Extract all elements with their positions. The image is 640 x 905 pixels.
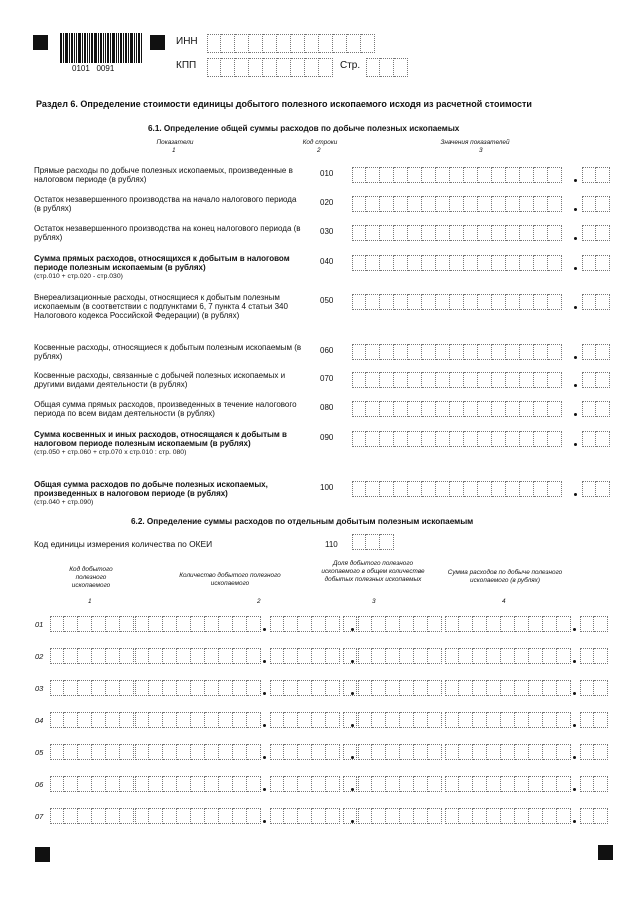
decimal-point	[263, 756, 266, 759]
row-label-text: Сумма прямых расходов, относящихся к добытым в налоговом периоде полезным ископаемым (в рублях)	[34, 254, 290, 272]
row-decimal-cells[interactable]	[582, 225, 610, 241]
mineral-code-cells[interactable]	[50, 776, 134, 792]
row-decimal-cells[interactable]	[582, 481, 610, 497]
row-formula: (стр.040 + стр.090)	[34, 499, 94, 506]
row-code: 060	[320, 346, 334, 355]
decimal-point	[573, 692, 576, 695]
row-code: 020	[320, 198, 334, 207]
mineral-code-cells[interactable]	[50, 616, 134, 632]
row-decimal-cells[interactable]	[582, 372, 610, 388]
mineral-code-cells[interactable]	[50, 648, 134, 664]
decimal-point	[574, 493, 577, 496]
kpp-cells[interactable]	[207, 58, 333, 77]
share-dec-cells[interactable]	[358, 776, 442, 792]
row-020-label	[34, 195, 304, 213]
amount-int-cells[interactable]	[445, 776, 571, 792]
barcode-text: 0101 0091	[72, 64, 115, 73]
amount-dec-cells[interactable]	[580, 616, 608, 632]
amount-dec-cells[interactable]	[580, 744, 608, 760]
quantity-int-cells[interactable]	[135, 616, 261, 632]
decimal-point	[263, 628, 266, 631]
corner-marker-top-mid	[150, 35, 165, 50]
quantity-int-cells[interactable]	[135, 648, 261, 664]
row-label-text: Остаток незавершенного производства на конец налогового периода (в рублях)	[34, 224, 301, 242]
share-dec-cells[interactable]	[358, 808, 442, 824]
decimal-point	[351, 724, 354, 727]
row-label-text: Общая сумма расходов по добыче полезных ископаемых, произведенных в налоговом периоде (в рублях)	[34, 480, 268, 498]
col62-number-3: 3	[372, 598, 376, 605]
decimal-point	[574, 384, 577, 387]
row-value-cells[interactable]	[352, 344, 562, 360]
col-number-1: 1	[172, 147, 176, 154]
col-header-row-code: Код строки	[302, 139, 338, 146]
row-value-cells[interactable]	[352, 196, 562, 212]
row-030-label	[34, 224, 304, 242]
col-header-indicators: Показатели	[156, 139, 194, 146]
share-int-cells[interactable]	[343, 808, 357, 824]
decimal-point	[573, 788, 576, 791]
inn-label: ИНН	[176, 36, 198, 47]
row-number: 03	[35, 684, 44, 693]
decimal-point	[351, 820, 354, 823]
decimal-point	[263, 724, 266, 727]
row-label-text: Сумма косвенных и иных расходов, относящаяся к добытым в налоговом периоде полезным ископаемым (в рублях)	[34, 430, 287, 448]
col-header-values: Значения показателей	[440, 139, 510, 146]
corner-marker-bottom-right	[598, 845, 613, 860]
decimal-point	[573, 628, 576, 631]
amount-int-cells[interactable]	[445, 808, 571, 824]
amount-int-cells[interactable]	[445, 712, 571, 728]
row-code: 040	[320, 257, 334, 266]
share-dec-cells[interactable]	[358, 744, 442, 760]
row-decimal-cells[interactable]	[582, 294, 610, 310]
row-060-label	[34, 343, 304, 361]
row-value-cells[interactable]	[352, 481, 562, 497]
row-number: 01	[35, 620, 44, 629]
quantity-dec-cells[interactable]	[270, 616, 340, 632]
amount-dec-cells[interactable]	[580, 808, 608, 824]
row-label-text: Остаток незавершенного производства на начало налогового периода (в рублях)	[34, 195, 297, 213]
amount-int-cells[interactable]	[445, 744, 571, 760]
row-number: 04	[35, 716, 44, 725]
decimal-point	[573, 756, 576, 759]
row-label-text: Прямые расходы по добыче полезных ископаемых, произведенные в налоговом периоде (в рублях)	[34, 166, 293, 184]
quantity-dec-cells[interactable]	[270, 744, 340, 760]
row-label-text: Косвенные расходы, относящиеся к добытым полезным ископаемым (в рублях)	[34, 343, 302, 361]
row-decimal-cells[interactable]	[582, 196, 610, 212]
share-dec-cells[interactable]	[358, 616, 442, 632]
mineral-code-cells[interactable]	[50, 744, 134, 760]
col-number-3: 3	[479, 147, 483, 154]
row-code: 090	[320, 433, 334, 442]
kpp-label: КПП	[176, 60, 197, 71]
quantity-int-cells[interactable]	[135, 712, 261, 728]
share-int-cells[interactable]	[343, 616, 357, 632]
mineral-code-cells[interactable]	[50, 712, 134, 728]
row-number: 05	[35, 748, 44, 757]
col62-number-2: 2	[257, 598, 261, 605]
share-int-cells[interactable]	[343, 680, 357, 696]
col-number-2: 2	[317, 147, 321, 154]
row-decimal-cells[interactable]	[582, 431, 610, 447]
row-number: 07	[35, 812, 44, 821]
mineral-code-cells[interactable]	[50, 680, 134, 696]
decimal-point	[574, 443, 577, 446]
row-value-cells[interactable]	[352, 225, 562, 241]
okei-code: 110	[325, 540, 338, 549]
col62-number-1: 1	[88, 598, 92, 605]
row-label-text: Внереализационные расходы, относящиеся к добытым полезным ископаемым (в соответствии с подпунктами 6, 7 пункта 4 статьи 340 Налогового кодекса Российской Федерации) (в рублях)	[34, 293, 288, 320]
quantity-dec-cells[interactable]	[270, 680, 340, 696]
inn-cells[interactable]	[207, 34, 375, 53]
row-070-label	[34, 371, 304, 389]
decimal-point	[351, 628, 354, 631]
decimal-point	[351, 692, 354, 695]
quantity-dec-cells[interactable]	[270, 712, 340, 728]
page-number-cells[interactable]	[366, 58, 408, 77]
row-decimal-cells[interactable]	[582, 401, 610, 417]
row-010-label	[34, 166, 304, 184]
share-dec-cells[interactable]	[358, 712, 442, 728]
decimal-point	[573, 724, 576, 727]
share-dec-cells[interactable]	[358, 648, 442, 664]
col62-header-4: Сумма расходов по добыче полезного ископаемого (в рублях)	[447, 569, 563, 584]
barcode	[60, 33, 143, 63]
amount-int-cells[interactable]	[445, 616, 571, 632]
col62-header-2: Количество добытого полезного ископаемого	[179, 572, 281, 587]
decimal-point	[263, 788, 266, 791]
decimal-point	[574, 413, 577, 416]
row-value-cells[interactable]	[352, 167, 562, 183]
decimal-point	[351, 660, 354, 663]
row-090-label	[34, 430, 304, 457]
decimal-point	[574, 306, 577, 309]
amount-int-cells[interactable]	[445, 680, 571, 696]
okei-cells[interactable]	[352, 534, 394, 550]
amount-int-cells[interactable]	[445, 648, 571, 664]
row-code: 070	[320, 374, 334, 383]
decimal-point	[574, 267, 577, 270]
decimal-point	[574, 208, 577, 211]
row-code: 050	[320, 296, 334, 305]
row-080-label	[34, 400, 304, 418]
corner-marker-top-left	[33, 35, 48, 50]
decimal-point	[574, 179, 577, 182]
decimal-point	[263, 692, 266, 695]
col62-number-4: 4	[502, 598, 506, 605]
row-label-text: Косвенные расходы, связанные с добычей полезных ископаемых и другими видами деятельности (в рублях)	[34, 371, 286, 389]
quantity-int-cells[interactable]	[135, 808, 261, 824]
row-code: 010	[320, 169, 334, 178]
section-title: Раздел 6. Определение стоимости единицы добытого полезного ископаемого исходя из расчетной стоимости	[36, 99, 532, 109]
row-value-cells[interactable]	[352, 372, 562, 388]
amount-dec-cells[interactable]	[580, 648, 608, 664]
amount-dec-cells[interactable]	[580, 680, 608, 696]
subsection-61-title: 6.1. Определение общей суммы расходов по добыче полезных ископаемых	[148, 124, 460, 133]
row-label-text: Общая сумма прямых расходов, произведенных в течение налогового периода по всем видам деятельности (в рублях)	[34, 400, 297, 418]
row-100-label	[34, 480, 304, 507]
share-int-cells[interactable]	[343, 776, 357, 792]
page-label: Стр.	[340, 60, 361, 71]
corner-marker-bottom-left	[35, 847, 50, 862]
share-int-cells[interactable]	[343, 744, 357, 760]
row-decimal-cells[interactable]	[582, 255, 610, 271]
decimal-point	[573, 820, 576, 823]
quantity-dec-cells[interactable]	[270, 776, 340, 792]
row-decimal-cells[interactable]	[582, 167, 610, 183]
row-code: 100	[320, 483, 334, 492]
row-value-cells[interactable]	[352, 431, 562, 447]
decimal-point	[263, 820, 266, 823]
row-formula: (стр.050 + стр.060 + стр.070 х стр.010 : стр. 080)	[34, 449, 187, 456]
col62-header-3: Доля добытого полезного ископаемого в общем количестве добытых полезных ископаемых	[321, 560, 425, 583]
decimal-point	[263, 660, 266, 663]
decimal-point	[351, 788, 354, 791]
row-value-cells[interactable]	[352, 255, 562, 271]
quantity-int-cells[interactable]	[135, 744, 261, 760]
amount-dec-cells[interactable]	[580, 776, 608, 792]
share-int-cells[interactable]	[343, 712, 357, 728]
row-number: 06	[35, 780, 44, 789]
mineral-code-cells[interactable]	[50, 808, 134, 824]
decimal-point	[351, 756, 354, 759]
row-050-label	[34, 293, 304, 320]
row-value-cells[interactable]	[352, 401, 562, 417]
share-dec-cells[interactable]	[358, 680, 442, 696]
row-number: 02	[35, 652, 44, 661]
quantity-int-cells[interactable]	[135, 680, 261, 696]
row-code: 030	[320, 227, 334, 236]
row-formula: (стр.010 + стр.020 - стр.030)	[34, 273, 123, 280]
row-040-label	[34, 254, 304, 281]
row-code: 080	[320, 403, 334, 412]
decimal-point	[574, 356, 577, 359]
col62-header-1: Код добытого полезного ископаемого	[69, 566, 113, 589]
decimal-point	[574, 237, 577, 240]
quantity-int-cells[interactable]	[135, 776, 261, 792]
subsection-62-title: 6.2. Определение суммы расходов по отдельным добытым полезным ископаемым	[131, 517, 474, 526]
share-int-cells[interactable]	[343, 648, 357, 664]
quantity-dec-cells[interactable]	[270, 648, 340, 664]
row-value-cells[interactable]	[352, 294, 562, 310]
decimal-point	[573, 660, 576, 663]
row-decimal-cells[interactable]	[582, 344, 610, 360]
amount-dec-cells[interactable]	[580, 712, 608, 728]
quantity-dec-cells[interactable]	[270, 808, 340, 824]
okei-label: Код единицы измерения количества по ОКЕИ	[34, 539, 213, 549]
